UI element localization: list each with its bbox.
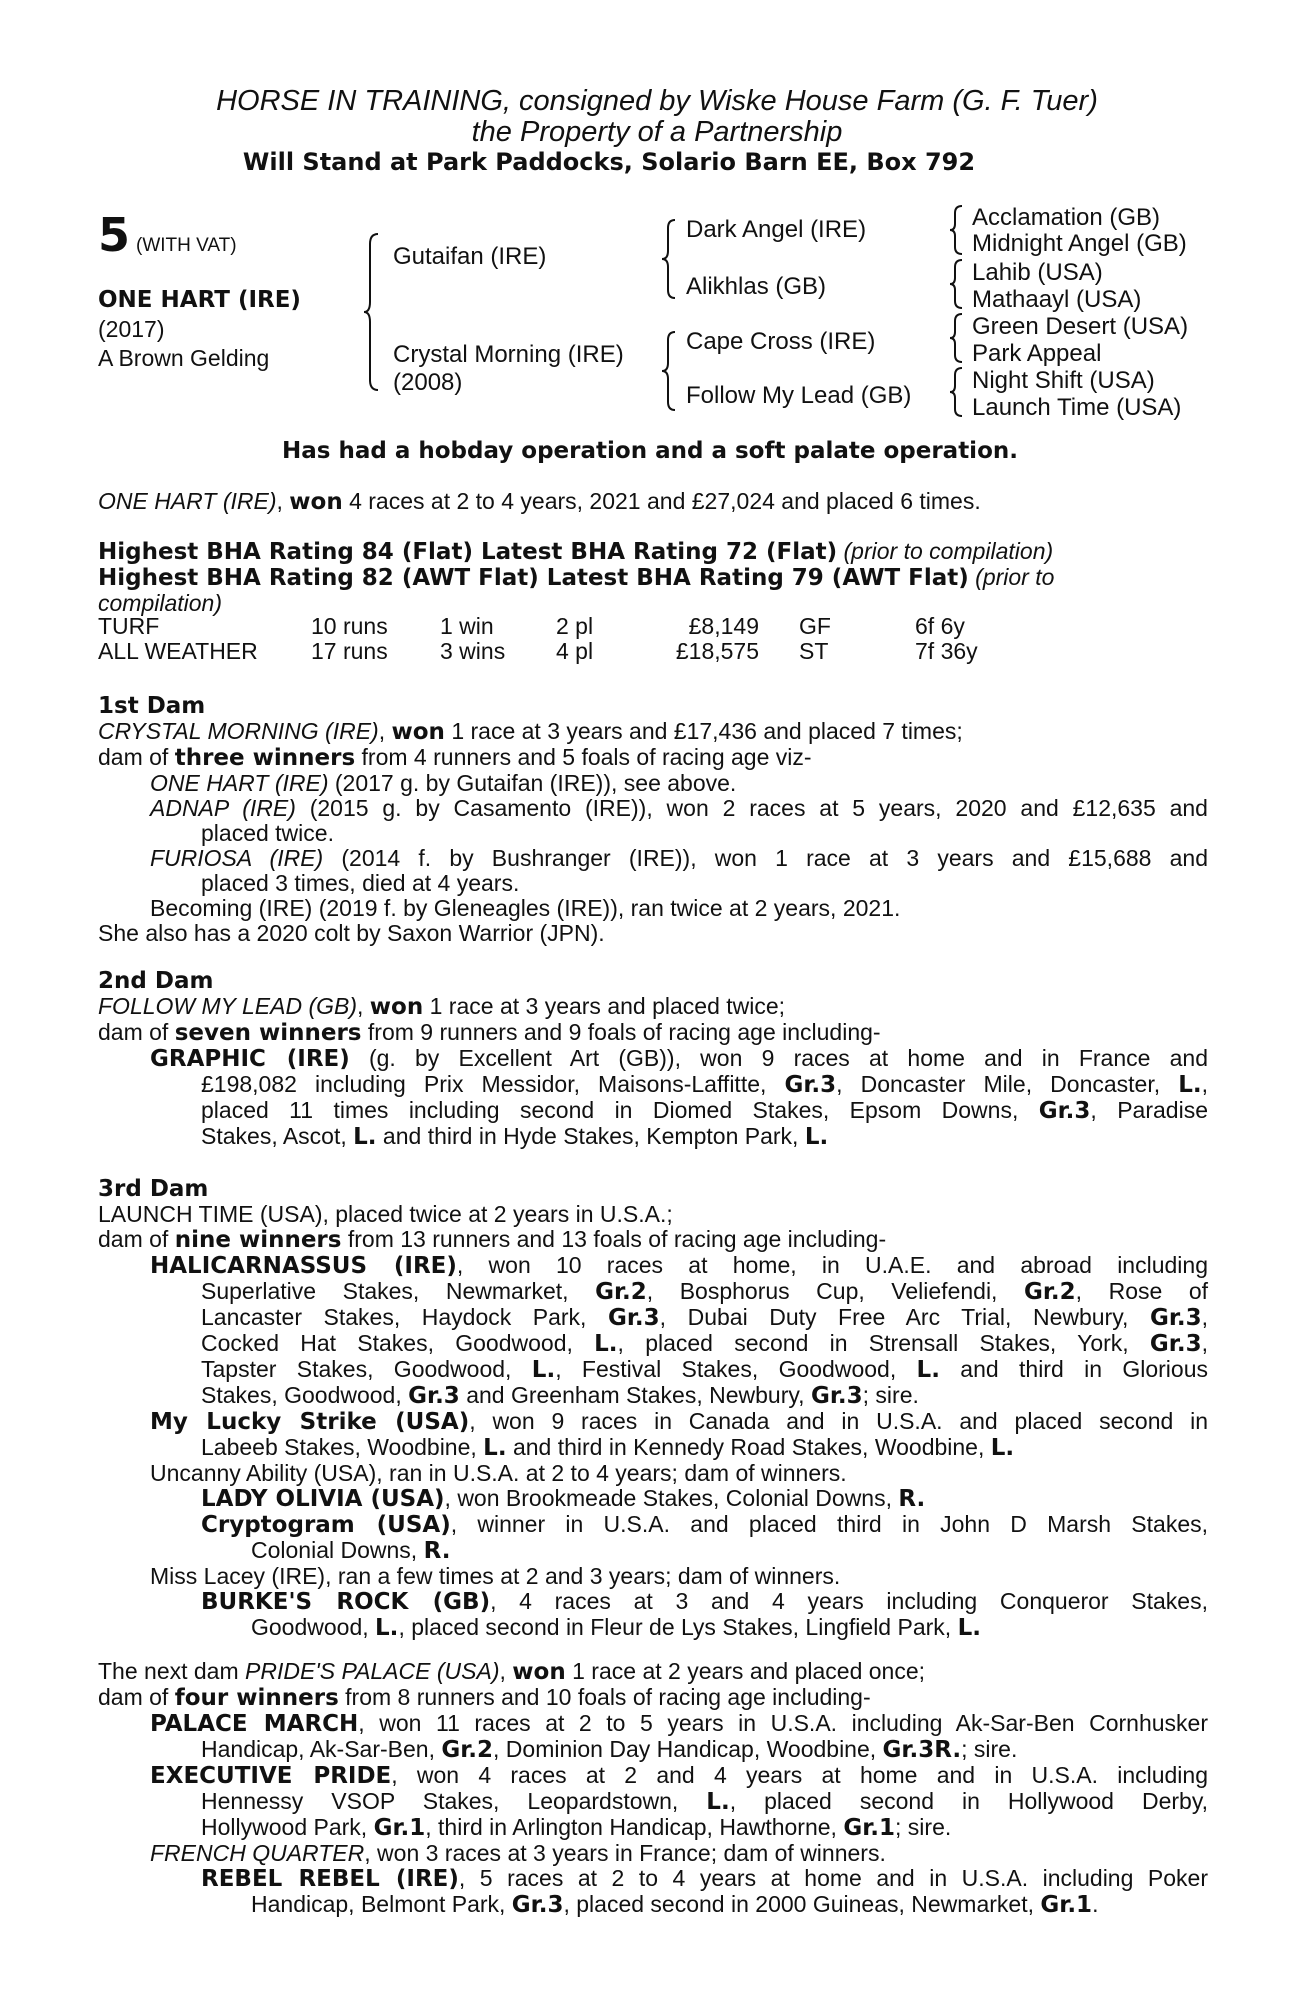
race-grade: Gr.3R.	[882, 1737, 962, 1763]
progeny-record-cont: placed twice.	[201, 820, 334, 846]
text: Superlative Stakes, Newmarket,	[201, 1278, 596, 1304]
progeny-record: , won 9 races in Canada and in U.S.A. and placed second in	[469, 1408, 1208, 1434]
text: from 13 runners and 13 foals of racing age including-	[341, 1226, 887, 1252]
race-grade: L.	[375, 1615, 399, 1641]
race-grade: Gr.3	[1149, 1305, 1202, 1331]
text: , Dominion Day Handicap, Woodbine,	[493, 1736, 883, 1762]
text: Lancaster Stakes, Haydock Park,	[201, 1304, 608, 1330]
separator: ,	[357, 993, 370, 1019]
progeny-record: , won 11 races at 2 to 5 years in U.S.A. including Ak-Sar-Ben Cornhusker	[358, 1710, 1208, 1736]
text: The next dam	[98, 1658, 246, 1684]
race-grade: L.	[916, 1357, 940, 1383]
winners-count: seven winners	[174, 1020, 362, 1046]
text: , won Brookmeade Stakes, Colonial Downs,	[444, 1485, 899, 1511]
race-grade: R.	[898, 1486, 926, 1512]
first-dam-record: 1 race at 3 years and £17,436 and placed 7 times;	[444, 718, 963, 744]
text: placed 11 times including second in Diomed Stakes, Epsom Downs,	[201, 1097, 1039, 1123]
record-wins: 3 wins	[440, 638, 506, 664]
race-grade: R.	[423, 1538, 451, 1564]
text: Colonial Downs,	[251, 1537, 424, 1563]
text: Hennessy VSOP Stakes, Leopardstown,	[201, 1788, 707, 1814]
rating-line3-note: compilation)	[98, 590, 222, 616]
text: from 4 runners and 5 foals of racing age viz-	[355, 744, 812, 770]
next-dam-record: 1 race at 2 years and placed once;	[565, 1658, 926, 1684]
record-distance: 6f 6y	[915, 613, 965, 639]
text: from 9 runners and 9 foals of racing age including-	[361, 1019, 881, 1045]
rating-line2-note: (prior to	[968, 564, 1055, 590]
header-property: the Property of a Partnership	[471, 116, 843, 148]
race-grade: Gr.3	[607, 1305, 660, 1331]
dam-line-brace	[660, 330, 678, 412]
text: , Dubai Duty Free Arc Trial, Newbury,	[659, 1304, 1150, 1330]
race-grade: L.	[483, 1435, 507, 1461]
brace-g1	[948, 204, 964, 256]
text: and third in Kennedy Road Stakes, Woodbine,	[506, 1434, 991, 1460]
progeny-name: EXECUTIVE PRIDE	[150, 1763, 392, 1789]
summary-rest: 4 races at 2 to 4 years, 2021 and £27,024 and placed 6 times.	[342, 488, 981, 514]
horse-details	[98, 286, 301, 373]
progeny-name: BURKE'S ROCK (GB)	[201, 1589, 491, 1615]
pedigree-sire-sire: Dark Angel (IRE)	[686, 216, 867, 243]
progeny-record-cont: placed 3 times, died at 4 years.	[201, 870, 520, 896]
third-dam	[98, 1177, 1208, 1641]
separator: ,	[499, 1658, 513, 1684]
race-grade: Gr.3	[1038, 1098, 1091, 1124]
text: ,	[1201, 1330, 1208, 1356]
first-dam-heading: 1st Dam	[98, 693, 206, 719]
progeny-record: Becoming (IRE) (2019 f. by Gleneagles (IRE)), ran twice at 2 years, 2021.	[150, 895, 901, 921]
pedigree-g8: Launch Time (USA)	[972, 394, 1182, 421]
text: and third in Hyde Stakes, Kempton Park,	[376, 1123, 805, 1149]
text: dam of	[98, 1226, 175, 1252]
progeny-record: , 4 races at 3 and 4 years including Conqueror Stakes,	[490, 1588, 1208, 1614]
third-dam-heading: 3rd Dam	[98, 1176, 209, 1202]
race-grade: Gr.1	[1040, 1892, 1093, 1918]
brace-g4	[948, 366, 964, 418]
progeny-name: PALACE MARCH	[150, 1711, 359, 1737]
text: , placed second in Hollywood Derby,	[729, 1788, 1208, 1814]
pedigree-g5: Green Desert (USA)	[972, 313, 1189, 340]
record-runs: 17 runs	[311, 638, 388, 664]
progeny-note: She also has a 2020 colt by Saxon Warrior (JPN).	[98, 920, 605, 946]
text: , Rose of	[1075, 1278, 1209, 1304]
text: Handicap, Ak-Sar-Ben,	[201, 1736, 442, 1762]
race-grade: L.	[957, 1615, 981, 1641]
progeny-record: (g. by Excellent Art (GB)), won 9 races at home and in France and	[349, 1045, 1208, 1071]
race-grade: L.	[1178, 1072, 1202, 1098]
progeny-name: GRAPHIC (IRE)	[150, 1046, 350, 1072]
second-dam	[98, 969, 1208, 1150]
header-stand: Will Stand at Park Paddocks, Solario Barn EE, Box 792	[242, 148, 976, 176]
first-dam	[98, 694, 1208, 946]
ratings	[98, 539, 1208, 616]
race-grade: Gr.3	[511, 1892, 564, 1918]
winners-count: three winners	[174, 745, 356, 771]
progeny-name: Cryptogram (USA)	[201, 1512, 451, 1538]
text: , placed second in Strensall Stakes, York,	[617, 1330, 1150, 1356]
progeny-record: (2017 g. by Gutaifan (IRE)), see above.	[328, 770, 737, 796]
second-dam-name: FOLLOW MY LEAD (GB)	[98, 993, 358, 1019]
text: , Paradise	[1090, 1097, 1208, 1123]
race-grade: L.	[353, 1124, 377, 1150]
separator: ,	[378, 718, 392, 744]
won-label: won	[369, 994, 424, 1020]
text: Stakes, Ascot,	[201, 1123, 354, 1149]
second-dam-record: 1 race at 3 years and placed twice;	[423, 993, 786, 1019]
text: , placed second in Fleur de Lys Stakes, Lingfield Park,	[398, 1614, 958, 1640]
text: dam of	[98, 1684, 175, 1710]
race-grade: L.	[990, 1435, 1015, 1461]
pedigree-g6: Park Appeal	[972, 340, 1102, 367]
pedigree-g7: Night Shift (USA)	[972, 367, 1155, 394]
race-grade: Gr.2	[441, 1737, 494, 1763]
next-dam-name: PRIDE'S PALACE (USA)	[245, 1658, 500, 1684]
progeny-record: , won 4 races at 2 and 4 years at home and in U.S.A. including	[391, 1762, 1208, 1788]
horse-year: (2017)	[98, 316, 165, 342]
record-prize: £8,149	[688, 613, 759, 639]
text: ,	[1201, 1304, 1209, 1330]
race-grade: Gr.1	[843, 1815, 896, 1841]
header-consignor: HORSE IN TRAINING, consigned by Wiske House Farm (G. F. Tuer)	[216, 85, 1098, 117]
pedigree-dam: Crystal Morning (IRE)	[393, 341, 624, 368]
progeny-name: FRENCH QUARTER	[150, 1840, 365, 1866]
text: Labeeb Stakes, Woodbine,	[201, 1434, 484, 1460]
text: ,	[1201, 1071, 1208, 1097]
record-wins: 1 win	[440, 613, 494, 639]
lot-vat: (WITH VAT)	[136, 235, 237, 256]
text: Goodwood,	[251, 1614, 376, 1640]
progeny-name: HALICARNASSUS (IRE)	[150, 1253, 457, 1279]
text: £198,082 including Prix Messidor, Maisons-Laffitte,	[201, 1071, 785, 1097]
record-going: ST	[799, 638, 829, 664]
record-placed: 2 pl	[556, 613, 594, 639]
text: and Greenham Stakes, Newbury,	[459, 1382, 811, 1408]
winners-count: four winners	[174, 1685, 339, 1711]
third-dam-record: LAUNCH TIME (USA), placed twice at 2 years in U.S.A.;	[98, 1201, 673, 1227]
horse-name: ONE HART (IRE)	[98, 287, 301, 313]
text: dam of	[98, 744, 175, 770]
text: ; sire.	[961, 1736, 1018, 1762]
race-summary: ONE HART (IRE), won 4 races at 2 to 4 years, 2021 and £27,024 and placed 6 times.	[98, 488, 981, 515]
race-grade: Gr.2	[1023, 1279, 1076, 1305]
text: Hollywood Park,	[201, 1814, 374, 1840]
progeny-name: REBEL REBEL (IRE)	[201, 1866, 459, 1892]
first-dam-name: CRYSTAL MORNING (IRE)	[98, 718, 379, 744]
pedigree-dam-year: (2008)	[393, 369, 463, 396]
race-grade: L.	[706, 1789, 730, 1815]
race-grade: Gr.3	[1149, 1331, 1202, 1357]
race-grade: Gr.1	[373, 1815, 426, 1841]
record-going: GF	[799, 613, 831, 639]
race-grade: L.	[804, 1124, 829, 1150]
pedigree-g2: Midnight Angel (GB)	[972, 230, 1187, 257]
summary-horse-name: ONE HART (IRE)	[98, 488, 277, 514]
won-label: won	[391, 719, 445, 745]
horse-description: A Brown Gelding	[98, 345, 270, 371]
text: dam of	[98, 1019, 175, 1045]
record-surface: TURF	[98, 613, 160, 639]
pedigree-sire: Gutaifan (IRE)	[393, 243, 547, 270]
race-grade: Gr.3	[784, 1072, 837, 1098]
progeny-name: FURIOSA (IRE)	[150, 845, 324, 871]
pedigree-g1: Acclamation (GB)	[972, 204, 1161, 231]
operation-note: Has had a hobday operation and a soft palate operation.	[282, 438, 1018, 464]
text: , Festival Stakes, Goodwood,	[555, 1356, 917, 1382]
brace-g3	[948, 312, 964, 364]
progeny-record: (2015 g. by Casamento (IRE)), won 2 races at 5 years, 2020 and £12,635 and	[295, 795, 1208, 821]
text: Stakes, Goodwood,	[201, 1382, 409, 1408]
progeny-record: , winner in U.S.A. and placed third in John D Marsh Stakes,	[450, 1511, 1208, 1537]
race-grade: Gr.3	[408, 1383, 460, 1409]
progeny-name: ONE HART (IRE)	[150, 770, 329, 796]
text: , Bosphorus Cup, Veliefendi,	[646, 1278, 1024, 1304]
second-dam-heading: 2nd Dam	[98, 968, 214, 994]
progeny-record: , 5 races at 2 to 4 years at home and in U.S.A. including Poker	[458, 1865, 1208, 1891]
text: Handicap, Belmont Park,	[251, 1891, 512, 1917]
text: , placed second in 2000 Guineas, Newmarket,	[563, 1891, 1041, 1917]
text: .	[1092, 1891, 1099, 1917]
pedigree-g3: Lahib (USA)	[972, 259, 1103, 286]
progeny-record: Uncanny Ability (USA), ran in U.S.A. at 2 to 4 years; dam of winners.	[150, 1460, 847, 1486]
sire-dam-brace	[362, 232, 382, 392]
race-grade: L.	[531, 1357, 556, 1383]
race-grade: Gr.2	[595, 1279, 647, 1305]
progeny-name: LADY OLIVIA (USA)	[201, 1486, 445, 1512]
rating-line2: Highest BHA Rating 82 (AWT Flat) Latest BHA Rating 79 (AWT Flat)	[98, 565, 969, 591]
won-label: won	[512, 1659, 566, 1685]
record-runs: 10 runs	[311, 613, 388, 639]
pedigree-g4: Mathaayl (USA)	[972, 286, 1142, 313]
race-grade: Gr.3	[810, 1383, 863, 1409]
record-surface: ALL WEATHER	[98, 638, 258, 664]
lot-number: 5	[98, 208, 131, 262]
pedigree-dam-dam: Follow My Lead (GB)	[686, 382, 912, 409]
record-distance: 7f 36y	[915, 638, 978, 664]
text: , third in Arlington Handicap, Hawthorne,	[425, 1814, 844, 1840]
progeny-name: ADNAP (IRE)	[150, 795, 296, 821]
text: from 8 runners and 10 foals of racing age including-	[338, 1684, 871, 1710]
text: Cocked Hat Stakes, Goodwood,	[201, 1330, 595, 1356]
lot-number-block	[98, 208, 237, 262]
winners-count: nine winners	[174, 1227, 342, 1253]
text: Tapster Stakes, Goodwood,	[201, 1356, 532, 1382]
progeny-record: (2014 f. by Bushranger (IRE)), won 1 race at 3 years and £15,688 and	[323, 845, 1208, 871]
race-grade: L.	[594, 1331, 618, 1357]
progeny-record: Miss Lacey (IRE), ran a few times at 2 and 3 years; dam of winners.	[150, 1563, 841, 1589]
rating-line1-note: (prior to compilation)	[837, 538, 1054, 564]
sire-line-brace	[660, 218, 678, 300]
text: ; sire.	[895, 1814, 952, 1840]
text: and third in Glorious	[939, 1356, 1208, 1382]
progeny-record: , won 3 races at 3 years in France; dam of winners.	[364, 1840, 886, 1866]
pedigree-dam-sire: Cape Cross (IRE)	[686, 328, 876, 355]
record-prize: £18,575	[675, 638, 759, 664]
pedigree-sire-dam: Alikhlas (GB)	[686, 273, 827, 300]
record-placed: 4 pl	[556, 638, 594, 664]
summary-won: won	[289, 489, 343, 515]
progeny-name: My Lucky Strike (USA)	[150, 1409, 470, 1435]
next-dam	[98, 1659, 1208, 1918]
progeny-record: , won 10 races at home, in U.A.E. and abroad including	[456, 1252, 1208, 1278]
text: ; sire.	[862, 1382, 919, 1408]
rating-line1: Highest BHA Rating 84 (Flat) Latest BHA Rating 72 (Flat)	[98, 539, 838, 565]
brace-g2	[948, 258, 964, 310]
text: , Doncaster Mile, Doncaster,	[836, 1071, 1179, 1097]
